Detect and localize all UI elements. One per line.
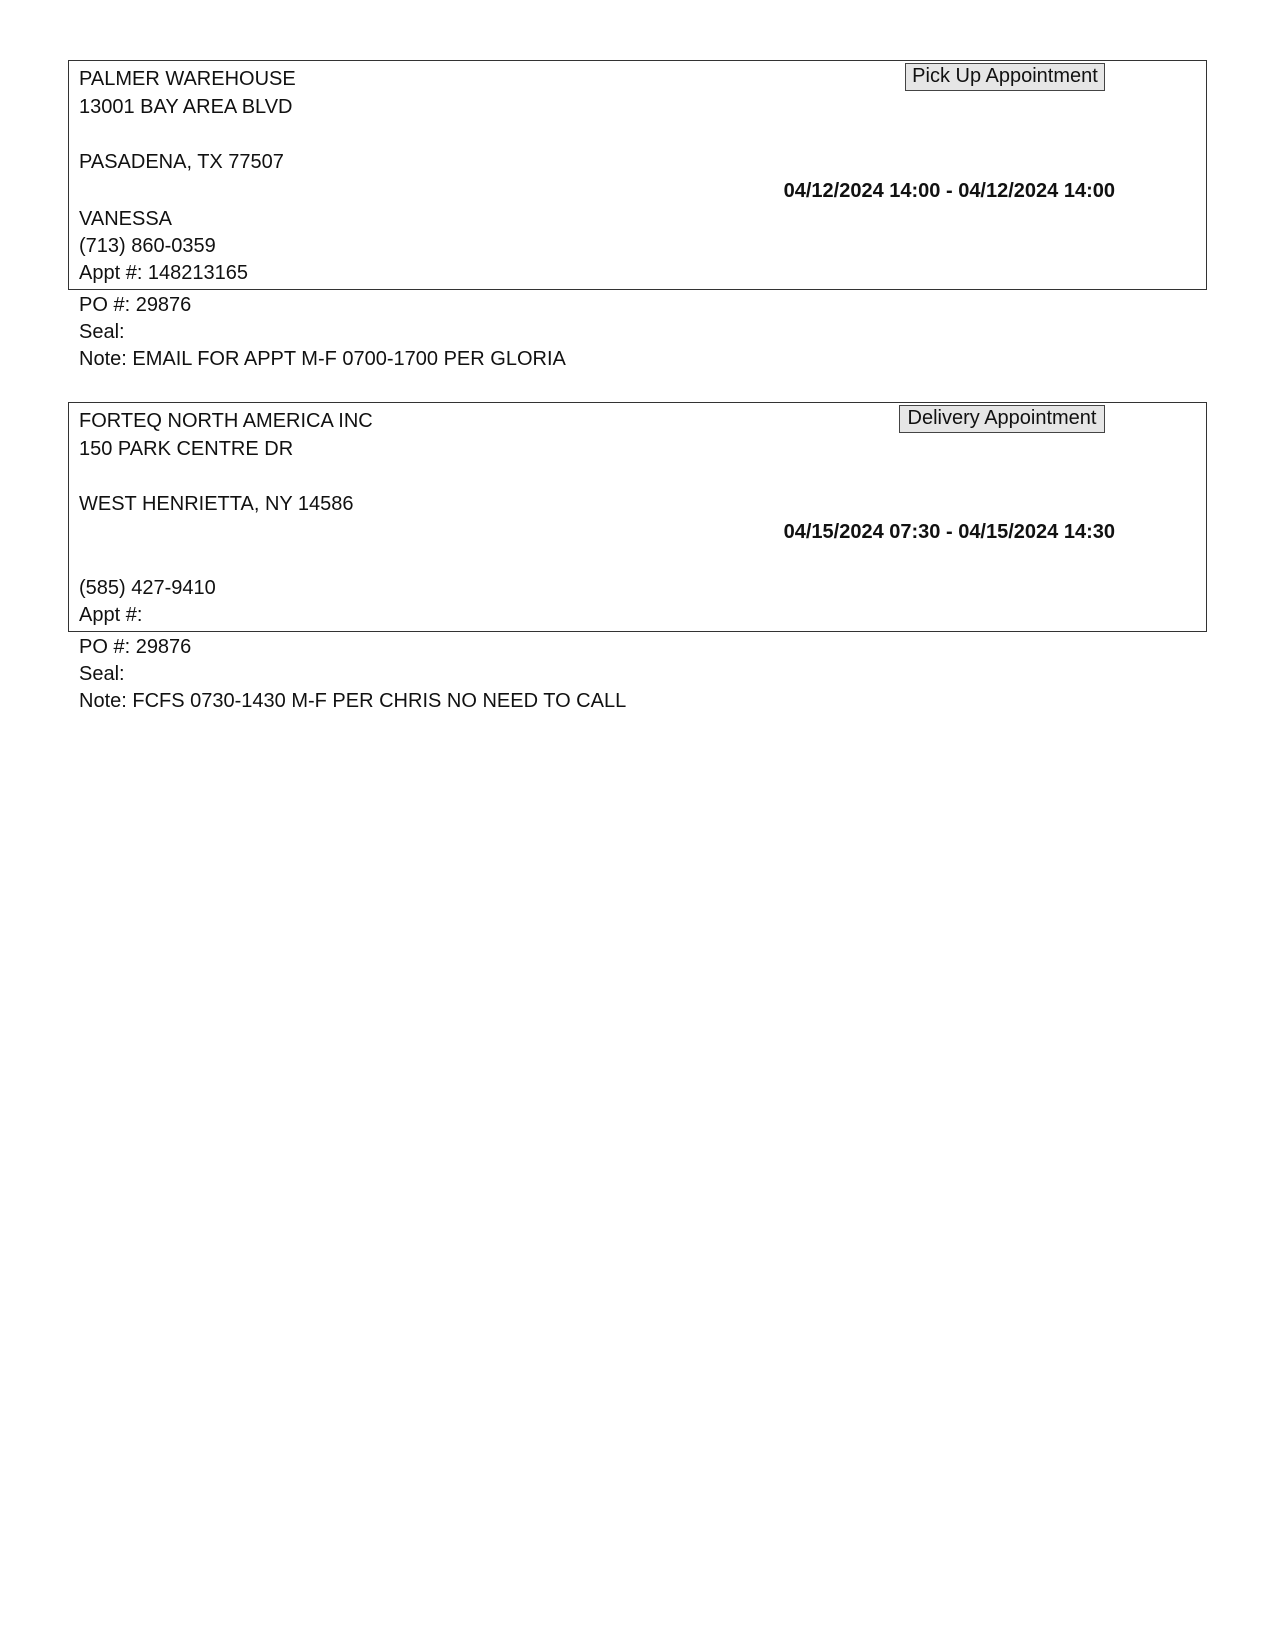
pickup-stop-address: 13001 BAY AREA BLVD — [79, 96, 293, 118]
delivery-stop-name: FORTEQ NORTH AMERICA INC — [79, 410, 373, 432]
pickup-stop-name: PALMER WAREHOUSE — [79, 68, 296, 90]
delivery-appointment-window: 04/15/2024 07:30 - 04/15/2024 14:30 — [783, 521, 1115, 543]
delivery-po-number: PO #: 29876 — [79, 636, 192, 658]
delivery-seal: Seal: — [79, 663, 125, 685]
pickup-appointment-type-label: Pick Up Appointment — [905, 63, 1105, 91]
delivery-stop-appt-number: Appt #: — [79, 604, 143, 626]
delivery-appointment-type-label: Delivery Appointment — [899, 405, 1105, 433]
pickup-seal: Seal: — [79, 321, 125, 343]
pickup-stop-city-state-zip: PASADENA, TX 77507 — [79, 151, 284, 173]
delivery-note: Note: FCFS 0730-1430 M-F PER CHRIS NO NEED TO CALL — [79, 690, 627, 712]
pickup-stop-contact: VANESSA — [79, 208, 172, 230]
pickup-stop-appt-number: Appt #: 148213165 — [79, 262, 249, 284]
pickup-note: Note: EMAIL FOR APPT M-F 0700-1700 PER GLORIA — [79, 348, 566, 370]
pickup-stop-phone: (713) 860-0359 — [79, 235, 216, 257]
delivery-stop-city-state-zip: WEST HENRIETTA, NY 14586 — [79, 493, 354, 515]
delivery-stop-address: 150 PARK CENTRE DR — [79, 438, 294, 460]
delivery-stop-phone: (585) 427-9410 — [79, 577, 216, 599]
pickup-appointment-window: 04/12/2024 14:00 - 04/12/2024 14:00 — [783, 180, 1115, 202]
pickup-po-number: PO #: 29876 — [79, 294, 192, 316]
